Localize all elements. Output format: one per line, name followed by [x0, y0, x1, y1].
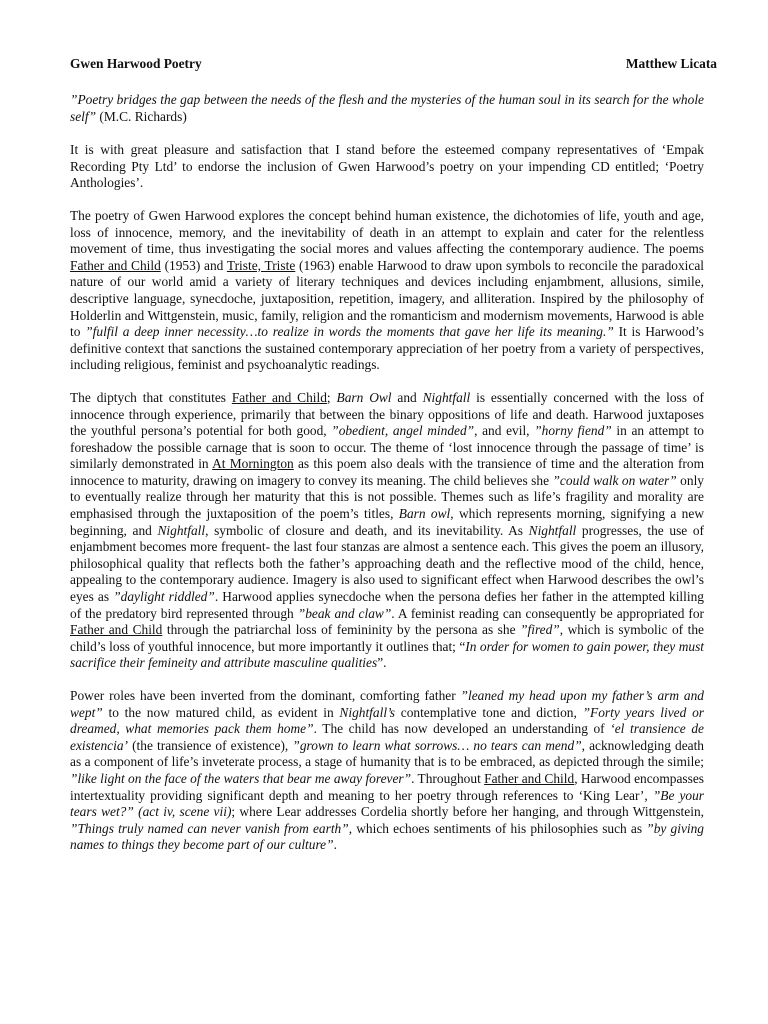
document-header: [70, 56, 717, 72]
epigraph-attribution: (M.C. Richards): [96, 108, 187, 124]
document-title: Gwen Harwood Poetry: [70, 56, 202, 71]
poem-title: Nightfall’s: [339, 704, 395, 720]
poem-title: Father and Child: [231, 389, 327, 405]
quotation: ”obedient, angel minded”: [331, 423, 475, 439]
poem-title: Father and Child: [484, 770, 575, 786]
quotation: ”leaned my head upon my father’s arm and wept”: [70, 688, 704, 720]
poem-title: Barn Owl: [336, 389, 392, 405]
quotation: ”Things truly named can never vanish from earth”: [70, 820, 349, 836]
paragraph-context: The poetry of Gwen Harwood explores the concept behind human existence, the dichotomies of life, youth and age, loss of innocence, memory, and the inevitability of death in an attempt to explain and cater for the relentless movement of time, thus investigating the social mores and values affecting the contemporary audience. The poems Father and Child (1953) and Triste, Triste (1963) enable Harwood to draw upon symbols to reconcile the paradoxical nature of our world amid a variety of literary techniques and devices including enjambment, allusions, simile, descriptive language, synecdoche, juxtaposition, repetition, imagery, and alliteration. Inspired by the philosophy of Holderlin and Wittgenstein, music, family, religion and the romanticism and modernism movements, Harwood is able to ”fulfil a deep inner necessity…to realize in words the moments that gave her life its meaning.” It is Harwood’s definitive context that sanctions the sustained contemporary appreciation of her poetry from a variety of perspectives, including religious, feminist and psychoanalytic readings.: [70, 207, 704, 373]
quotation: ”fulfil a deep inner necessity…to realize in words the moments that gave her life its meaning.”: [85, 324, 614, 340]
author-name: Matthew Licata: [625, 56, 717, 71]
quotation: ”daylight riddled”: [113, 589, 215, 605]
poem-title: Barn owl: [398, 506, 451, 522]
quotation: ”grown to learn what sorrows… no tears can mend”: [292, 737, 582, 753]
quotation: ”could walk on water”: [552, 472, 677, 488]
poem-title: Nightfall: [528, 522, 577, 538]
epigraph: [70, 92, 704, 125]
paragraph-diptych: The diptych that constitutes Father and Child; Barn Owl and Nightfall is essentially concerned with the loss of innocence through experience, primarily that between the binary oppositions of life and death. Harwood juxtaposes the youthful persona’s potential for both good, ”obedient, angel minded”, and evil, ”horny fiend” in an attempt to foreshadow the possible carnage that is soon to occur. The theme of ‘lost innocence through the passage of time’ is similarly demonstrated in At Mornington as this poem also deals with the transience of time and the alteration from innocence to maturity, drawing on imagery to convey its meaning. The child believes she ”could walk on water” only to eventually realize through her maturity that this is not possible. Themes such as life’s fragility and morality are emphasised through the juxtaposition of the poem’s titles, Barn owl, which represents morning, signifying a new beginning, and Nightfall, symbolic of closure and death, and its inevitability. As Nightfall progresses, the use of enjambment becomes more frequent- the last four stanzas are almost a sentence each. This gives the poem an illusory, philosophical quality that reflects both the father’s approaching death and the reflective mood of the child, hence, appealing to the contemporary audience. Imagery is also used to significant effect when Harwood describes the owl’s eyes as ”daylight riddled”. Harwood applies synecdoche when the persona defies her father in the attempted killing of the predatory bird represented through ”beak and claw”. A feminist reading can consequently be appropriated for Father and Child through the patriarchal loss of femininity by the persona as she ”fired”, which is symbolic of the child’s loss of youthful innocence, but more importantly it outlines that; “In order for women to gain power, they must sacrifice their femineity and attribute masculine qualities”.: [70, 389, 705, 671]
poem-title: Nightfall: [157, 522, 206, 538]
quotation: ”beak and claw”: [297, 605, 392, 621]
quotation: In order for women to gain power, they must sacrifice their femineity and attribute masculine qualities: [70, 638, 704, 671]
quotation: ‘el transience de existencia’: [70, 721, 704, 753]
poem-title: Triste, Triste: [226, 257, 296, 273]
poem-title: At Mornington: [212, 456, 294, 472]
quotation: ”Forty years lived or dreamed, what memories pack them home”: [70, 704, 704, 737]
epigraph-quote: ”Poetry bridges the gap between the needs of the flesh and the mysteries of the human soul in its search for the whole self”: [70, 92, 704, 124]
poem-title: Nightfall: [422, 389, 471, 405]
paragraph-intro: It is with great pleasure and satisfaction that I stand before the esteemed company representatives of ‘Empak Recording Pty Ltd’ to endorse the inclusion of Gwen Harwood’s poetry on your impending CD entitled; ‘Poetry Anthologies’.: [70, 142, 704, 191]
quotation: ”fired”: [520, 622, 560, 638]
quotation: ”by giving names to things they become part of our culture”: [70, 820, 704, 853]
quotation: ”Be your tears wet?” (act iv, scene vii): [70, 787, 705, 820]
poem-title: Father and Child: [70, 257, 161, 273]
quotation: ”horny fiend”: [534, 423, 612, 439]
paragraph-power-roles: Power roles have been inverted from the dominant, comforting father ”leaned my head upon my father’s arm and wept” to the now matured child, as evident in Nightfall’s contemplative tone and diction, ”Forty years lived or dreamed, what memories pack them home”. The child has now developed an understanding of ‘el transience de existencia’ (the transience of existence), ”grown to learn what sorrows… no tears can mend”, acknowledging death as a component of life’s inveterate process, a stage of humanity that is to be embraced, as depicted through the simile; ”like light on the face of the waters that bear me away forever”. Throughout Father and Child, Harwood encompasses intertextuality providing significant depth and meaning to her poetry through references to ‘King Lear’, ”Be your tears wet?” (act iv, scene vii); where Lear addresses Cordelia shortly before her hanging, and through Wittgenstein, ”Things truly named can never vanish from earth”, which echoes sentiments of his philosophies such as ”by giving names to things they become part of our culture”.: [70, 688, 705, 853]
quotation: ”like light on the face of the waters that bear me away forever”: [70, 770, 412, 786]
poem-title: Father and Child: [70, 622, 163, 638]
